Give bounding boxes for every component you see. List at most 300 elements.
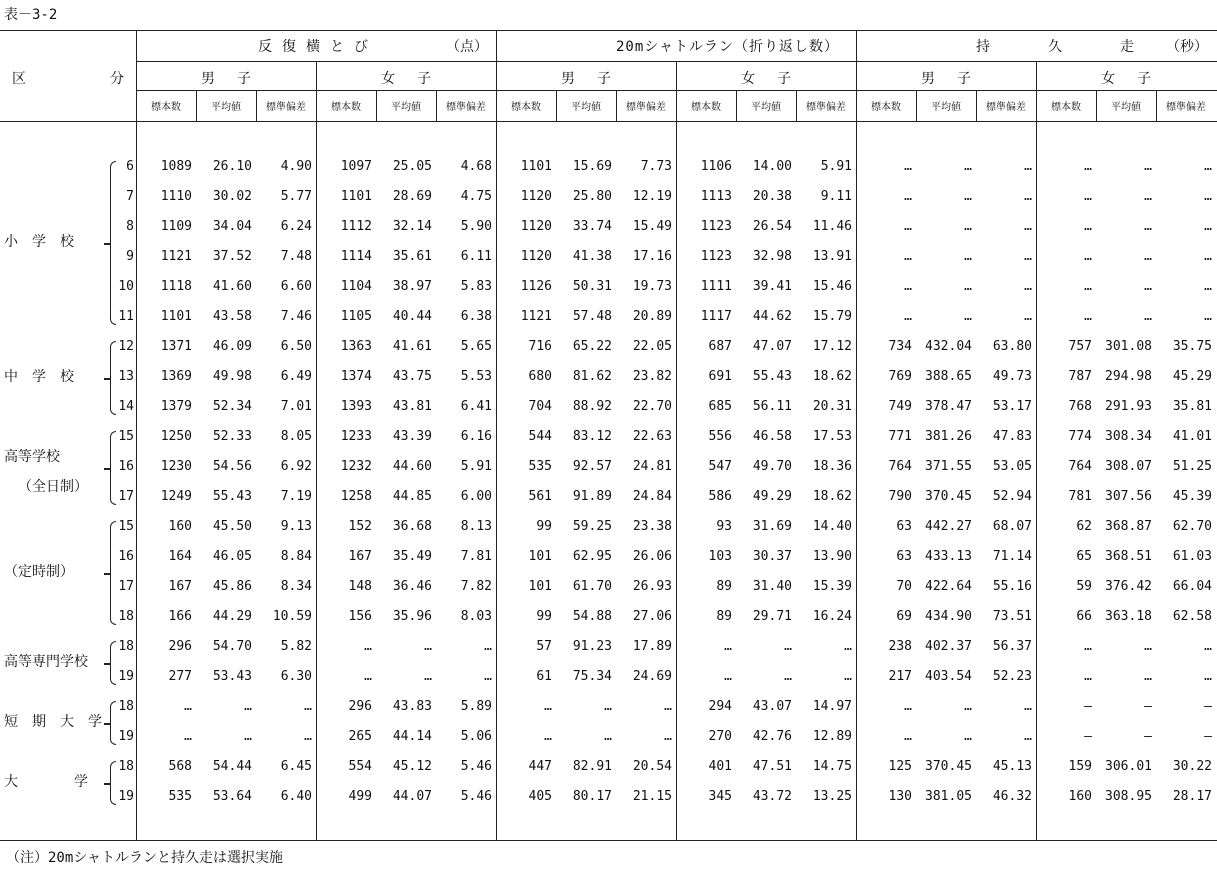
table-cell: 41.01 xyxy=(1172,429,1212,444)
table-cell: 93 xyxy=(716,519,732,534)
table-cell: 447 xyxy=(528,759,552,774)
subcol-header: 標準偏差 xyxy=(986,102,1026,113)
table-cell: … xyxy=(724,669,732,684)
age-label: 19 xyxy=(118,669,134,684)
table-cell: 43.83 xyxy=(392,699,432,714)
table-cell: 20.31 xyxy=(812,399,852,414)
table-cell: 28.69 xyxy=(392,189,432,204)
table-cell: 20.89 xyxy=(632,309,672,324)
table-cell: 17.89 xyxy=(632,639,672,654)
table-cell: 1106 xyxy=(700,159,732,174)
table-cell: … xyxy=(1144,279,1152,294)
table-cell: 716 xyxy=(528,339,552,354)
table-cell: 51.25 xyxy=(1172,459,1212,474)
table-cell: ― xyxy=(1144,729,1152,744)
table-cell: … xyxy=(1204,159,1212,174)
table-cell: 73.51 xyxy=(992,609,1032,624)
table-cell: 45.13 xyxy=(992,759,1032,774)
table-cell: 388.65 xyxy=(925,369,972,384)
table-cell: 69 xyxy=(896,609,912,624)
table-cell: 45.39 xyxy=(1172,489,1212,504)
subcol-header: 標準偏差 xyxy=(1166,102,1206,113)
table-caption: 表－3-2 xyxy=(4,7,58,23)
table-cell: 1101 xyxy=(160,309,192,324)
table-cell: 270 xyxy=(708,729,732,744)
table-cell: 7.73 xyxy=(640,159,672,174)
table-cell: 1393 xyxy=(340,399,372,414)
table-cell: 433.13 xyxy=(925,549,972,564)
table-cell: 381.26 xyxy=(925,429,972,444)
table-cell: … xyxy=(844,639,852,654)
table-cell: 53.05 xyxy=(992,459,1032,474)
table-cell: 26.93 xyxy=(632,579,672,594)
table-cell: … xyxy=(904,159,912,174)
table-cell: 547 xyxy=(708,459,732,474)
table-cell: 57.48 xyxy=(572,309,612,324)
table-cell: 1230 xyxy=(160,459,192,474)
category-label: 大 学 xyxy=(4,774,88,790)
table-cell: 65 xyxy=(1076,549,1092,564)
table-cell: 764 xyxy=(888,459,912,474)
table-cell: 25.05 xyxy=(392,159,432,174)
table-cell: 43.07 xyxy=(752,699,792,714)
subcol-header: 平均値 xyxy=(571,102,601,113)
table-cell: 5.90 xyxy=(460,219,492,234)
table-cell: 4.90 xyxy=(280,159,312,174)
table-cell: 442.27 xyxy=(925,519,972,534)
age-label: 16 xyxy=(118,549,134,564)
table-cell: … xyxy=(1024,729,1032,744)
table-cell: 62 xyxy=(1076,519,1092,534)
table-cell: 6.00 xyxy=(460,489,492,504)
table-cell: 1363 xyxy=(340,339,372,354)
table-cell: 1123 xyxy=(700,249,732,264)
sex-header: 男子 xyxy=(921,71,993,87)
table-cell: 41.60 xyxy=(212,279,252,294)
table-cell: 1232 xyxy=(340,459,372,474)
table-cell: 6.92 xyxy=(280,459,312,474)
table-cell: 53.43 xyxy=(212,669,252,684)
table-cell: … xyxy=(184,699,192,714)
table-cell: 47.51 xyxy=(752,759,792,774)
table-cell: 55.16 xyxy=(992,579,1032,594)
table-cell: 294.98 xyxy=(1105,369,1152,384)
table-cell: 14.97 xyxy=(812,699,852,714)
table-cell: … xyxy=(1024,159,1032,174)
table-cell: 5.83 xyxy=(460,279,492,294)
table-cell: 22.70 xyxy=(632,399,672,414)
table-cell: 130 xyxy=(888,789,912,804)
table-cell: 769 xyxy=(888,369,912,384)
table-cell: 26.10 xyxy=(212,159,252,174)
table-cell: 9.13 xyxy=(280,519,312,534)
table-cell: 371.55 xyxy=(925,459,972,474)
table-cell: 296 xyxy=(168,639,192,654)
table-cell: 1097 xyxy=(340,159,372,174)
table-cell: 291.93 xyxy=(1105,399,1152,414)
table-cell: 88.92 xyxy=(572,399,612,414)
table-cell: 26.06 xyxy=(632,549,672,564)
table-cell: 432.04 xyxy=(925,339,972,354)
table-cell: 44.07 xyxy=(392,789,432,804)
group-title: 反復横とび xyxy=(258,39,378,55)
table-cell: 20.38 xyxy=(752,189,792,204)
table-cell: 34.04 xyxy=(212,219,252,234)
table-cell: 32.98 xyxy=(752,249,792,264)
table-cell: 125 xyxy=(888,759,912,774)
table-cell: 83.12 xyxy=(572,429,612,444)
table-cell: … xyxy=(604,699,612,714)
table-cell: … xyxy=(904,279,912,294)
table-cell: 15.39 xyxy=(812,579,852,594)
table-cell: 21.15 xyxy=(632,789,672,804)
table-cell: 160 xyxy=(1068,789,1092,804)
table-cell: 148 xyxy=(348,579,372,594)
table-cell: 1126 xyxy=(520,279,552,294)
table-cell: 44.85 xyxy=(392,489,432,504)
table-cell: 54.56 xyxy=(212,459,252,474)
table-cell: 53.17 xyxy=(992,399,1032,414)
table-cell: 1111 xyxy=(700,279,732,294)
category-brace xyxy=(110,431,116,505)
table-cell: 92.57 xyxy=(572,459,612,474)
table-cell: 27.06 xyxy=(632,609,672,624)
table-cell: 8.13 xyxy=(460,519,492,534)
table-cell: … xyxy=(1204,669,1212,684)
table-cell: 20.54 xyxy=(632,759,672,774)
table-cell: 1101 xyxy=(520,159,552,174)
table-cell: 13.25 xyxy=(812,789,852,804)
age-label: 6 xyxy=(126,159,134,174)
table-cell: 29.71 xyxy=(752,609,792,624)
subcol-header: 平均値 xyxy=(391,102,421,113)
table-cell: 308.07 xyxy=(1105,459,1152,474)
table-cell: … xyxy=(244,699,252,714)
table-cell: 1374 xyxy=(340,369,372,384)
table-cell: 103 xyxy=(708,549,732,564)
table-cell: 6.24 xyxy=(280,219,312,234)
table-cell: 43.58 xyxy=(212,309,252,324)
table-cell: 586 xyxy=(708,489,732,504)
table-cell: … xyxy=(484,669,492,684)
table-cell: 422.64 xyxy=(925,579,972,594)
table-cell: … xyxy=(1204,309,1212,324)
table-cell: 43.39 xyxy=(392,429,432,444)
table-cell: 401 xyxy=(708,759,732,774)
table-cell: 6.38 xyxy=(460,309,492,324)
table-cell: … xyxy=(604,729,612,744)
table-cell: 52.34 xyxy=(212,399,252,414)
table-cell: 6.11 xyxy=(460,249,492,264)
table-cell: 26.54 xyxy=(752,219,792,234)
table-cell: … xyxy=(1144,159,1152,174)
rule-top xyxy=(0,30,1217,31)
table-cell: 771 xyxy=(888,429,912,444)
subcol-header: 平均値 xyxy=(931,102,961,113)
table-cell: … xyxy=(1204,189,1212,204)
category-brace xyxy=(110,761,116,805)
table-cell: 80.17 xyxy=(572,789,612,804)
table-cell: … xyxy=(184,729,192,744)
table-cell: 30.22 xyxy=(1172,759,1212,774)
table-cell: … xyxy=(1204,219,1212,234)
table-cell: 18.36 xyxy=(812,459,852,474)
table-cell: 405 xyxy=(528,789,552,804)
table-cell: 39.41 xyxy=(752,279,792,294)
table-cell: 70 xyxy=(896,579,912,594)
table-cell: 308.34 xyxy=(1105,429,1152,444)
table-cell: 7.82 xyxy=(460,579,492,594)
table-cell: 1369 xyxy=(160,369,192,384)
table-cell: 99 xyxy=(536,609,552,624)
subcol-header: 平均値 xyxy=(1111,102,1141,113)
age-label: 10 xyxy=(118,279,134,294)
table-cell: 38.97 xyxy=(392,279,432,294)
table-cell: … xyxy=(964,699,972,714)
table-cell: 8.84 xyxy=(280,549,312,564)
table-cell: 160 xyxy=(168,519,192,534)
table-cell: 1371 xyxy=(160,339,192,354)
table-cell: 1379 xyxy=(160,399,192,414)
table-cell: 687 xyxy=(708,339,732,354)
table-cell: … xyxy=(1144,189,1152,204)
table-cell: 14.40 xyxy=(812,519,852,534)
table-cell: 11.46 xyxy=(812,219,852,234)
table-cell: … xyxy=(904,729,912,744)
table-cell: … xyxy=(304,729,312,744)
table-cell: 749 xyxy=(888,399,912,414)
table-cell: … xyxy=(544,699,552,714)
age-label: 18 xyxy=(118,609,134,624)
table-cell: 152 xyxy=(348,519,372,534)
table-cell: 89 xyxy=(716,609,732,624)
group-title: 20mシャトルラン（折り返し数） xyxy=(616,39,840,55)
table-cell: … xyxy=(904,309,912,324)
table-cell: 35.81 xyxy=(1172,399,1212,414)
table-cell: 45.86 xyxy=(212,579,252,594)
table-cell: 63 xyxy=(896,519,912,534)
table-cell: 5.91 xyxy=(460,459,492,474)
table-cell: 5.65 xyxy=(460,339,492,354)
table-cell: 554 xyxy=(348,759,372,774)
age-label: 18 xyxy=(118,759,134,774)
rule-sex-col xyxy=(1036,61,1037,840)
table-cell: 308.95 xyxy=(1105,789,1152,804)
age-label: 9 xyxy=(126,249,134,264)
table-cell: 1120 xyxy=(520,249,552,264)
table-cell: 238 xyxy=(888,639,912,654)
table-cell: 1121 xyxy=(520,309,552,324)
category-sublabel: （全日制） xyxy=(18,479,88,495)
table-cell: 6.40 xyxy=(280,789,312,804)
table-cell: 1089 xyxy=(160,159,192,174)
subcol-header: 平均値 xyxy=(211,102,241,113)
table-cell: 1121 xyxy=(160,249,192,264)
table-cell: 68.07 xyxy=(992,519,1032,534)
table-cell: 56.37 xyxy=(992,639,1032,654)
table-cell: 734 xyxy=(888,339,912,354)
category-label: （定時制） xyxy=(4,564,74,580)
table-cell: … xyxy=(1084,669,1092,684)
subcol-header: 標本数 xyxy=(511,102,541,113)
table-cell: … xyxy=(964,279,972,294)
table-cell: 45.50 xyxy=(212,519,252,534)
table-cell: … xyxy=(1084,219,1092,234)
table-cell: 13.90 xyxy=(812,549,852,564)
table-cell: 1112 xyxy=(340,219,372,234)
table-cell: 59.25 xyxy=(572,519,612,534)
table-cell: 345 xyxy=(708,789,732,804)
table-cell: 56.11 xyxy=(752,399,792,414)
category-brace xyxy=(110,521,116,625)
table-cell: … xyxy=(1204,279,1212,294)
table-cell: 6.49 xyxy=(280,369,312,384)
table-cell: 378.47 xyxy=(925,399,972,414)
table-cell: 18.62 xyxy=(812,489,852,504)
table-cell: 52.23 xyxy=(992,669,1032,684)
table-cell: 306.01 xyxy=(1105,759,1152,774)
table-cell: 561 xyxy=(528,489,552,504)
table-cell: … xyxy=(1084,639,1092,654)
table-cell: 5.06 xyxy=(460,729,492,744)
table-cell: … xyxy=(1024,699,1032,714)
table-cell: 31.69 xyxy=(752,519,792,534)
table-cell: … xyxy=(424,669,432,684)
table-cell: … xyxy=(1144,309,1152,324)
table-cell: 764 xyxy=(1068,459,1092,474)
table-cell: 7.19 xyxy=(280,489,312,504)
table-cell: 99 xyxy=(536,519,552,534)
table-cell: 535 xyxy=(528,459,552,474)
table-cell: 91.89 xyxy=(572,489,612,504)
table-cell: 30.37 xyxy=(752,549,792,564)
table-cell: … xyxy=(1024,309,1032,324)
table-cell: 370.45 xyxy=(925,489,972,504)
table-cell: … xyxy=(484,639,492,654)
table-cell: 6.30 xyxy=(280,669,312,684)
table-cell: 47.07 xyxy=(752,339,792,354)
table-cell: 217 xyxy=(888,669,912,684)
age-label: 18 xyxy=(118,639,134,654)
table-cell: 307.56 xyxy=(1105,489,1152,504)
table-cell: 294 xyxy=(708,699,732,714)
category-brace xyxy=(110,701,116,745)
table-cell: 62.58 xyxy=(1172,609,1212,624)
table-cell: 15.46 xyxy=(812,279,852,294)
table-cell: 61.03 xyxy=(1172,549,1212,564)
table-cell: 685 xyxy=(708,399,732,414)
table-cell: … xyxy=(964,189,972,204)
table-cell: … xyxy=(1144,669,1152,684)
table-cell: 8.34 xyxy=(280,579,312,594)
table-cell: 781 xyxy=(1068,489,1092,504)
table-cell: 14.75 xyxy=(812,759,852,774)
table-cell: 61.70 xyxy=(572,579,612,594)
table-cell: 101 xyxy=(528,579,552,594)
table-cell: 790 xyxy=(888,489,912,504)
table-cell: … xyxy=(964,309,972,324)
table-cell: 376.42 xyxy=(1105,579,1152,594)
table-cell: 66.04 xyxy=(1172,579,1212,594)
table-cell: 61 xyxy=(536,669,552,684)
age-label: 13 xyxy=(118,369,134,384)
category-label: 高等学校 xyxy=(4,449,60,465)
table-cell: 704 xyxy=(528,399,552,414)
table-cell: … xyxy=(364,669,372,684)
subcol-header: 標本数 xyxy=(871,102,901,113)
table-cell: … xyxy=(1024,249,1032,264)
table-cell: 75.34 xyxy=(572,669,612,684)
category-brace xyxy=(110,161,116,325)
table-cell: … xyxy=(304,699,312,714)
table-cell: 40.44 xyxy=(392,309,432,324)
table-cell: 544 xyxy=(528,429,552,444)
table-cell: … xyxy=(544,729,552,744)
table-cell: 101 xyxy=(528,549,552,564)
table-cell: 7.01 xyxy=(280,399,312,414)
table-cell: 12.19 xyxy=(632,189,672,204)
subcol-header: 標本数 xyxy=(1051,102,1081,113)
table-cell: 24.84 xyxy=(632,489,672,504)
table-cell: 54.88 xyxy=(572,609,612,624)
age-label: 12 xyxy=(118,339,134,354)
table-cell: 54.70 xyxy=(212,639,252,654)
age-label: 8 xyxy=(126,219,134,234)
table-cell: 535 xyxy=(168,789,192,804)
sex-header: 男子 xyxy=(561,71,633,87)
table-cell: 1110 xyxy=(160,189,192,204)
table-cell: 167 xyxy=(348,549,372,564)
kubun-label: 区 xyxy=(12,71,26,87)
table-cell: 35.96 xyxy=(392,609,432,624)
table-cell: 1118 xyxy=(160,279,192,294)
rule-sex-col xyxy=(676,61,677,840)
subcol-header: 標本数 xyxy=(691,102,721,113)
table-cell: 1123 xyxy=(700,219,732,234)
table-cell: 46.09 xyxy=(212,339,252,354)
table-cell: 45.29 xyxy=(1172,369,1212,384)
table-cell: 7.48 xyxy=(280,249,312,264)
table-cell: 52.33 xyxy=(212,429,252,444)
table-cell: 49.29 xyxy=(752,489,792,504)
table-cell: … xyxy=(1084,309,1092,324)
table-cell: 15.69 xyxy=(572,159,612,174)
table-cell: ― xyxy=(1204,699,1212,714)
table-cell: … xyxy=(1024,219,1032,234)
table-cell: 44.14 xyxy=(392,729,432,744)
table-cell: 5.89 xyxy=(460,699,492,714)
table-cell: 402.37 xyxy=(925,639,972,654)
group-header xyxy=(136,36,496,56)
rule-header-bottom xyxy=(0,121,1217,122)
table-cell: … xyxy=(964,249,972,264)
table-cell: 59 xyxy=(1076,579,1092,594)
table-cell: 1233 xyxy=(340,429,372,444)
table-cell: ― xyxy=(1144,699,1152,714)
table-cell: 82.91 xyxy=(572,759,612,774)
table-cell: 30.02 xyxy=(212,189,252,204)
table-cell: 434.90 xyxy=(925,609,972,624)
subcol-header: 標本数 xyxy=(151,102,181,113)
table-cell: 1250 xyxy=(160,429,192,444)
table-cell: 22.63 xyxy=(632,429,672,444)
table-cell: 1113 xyxy=(700,189,732,204)
table-cell: 44.60 xyxy=(392,459,432,474)
category-label: 中 学 校 xyxy=(4,369,74,385)
subcol-header: 標準偏差 xyxy=(446,102,486,113)
table-cell: 5.46 xyxy=(460,759,492,774)
table-cell: 46.32 xyxy=(992,789,1032,804)
